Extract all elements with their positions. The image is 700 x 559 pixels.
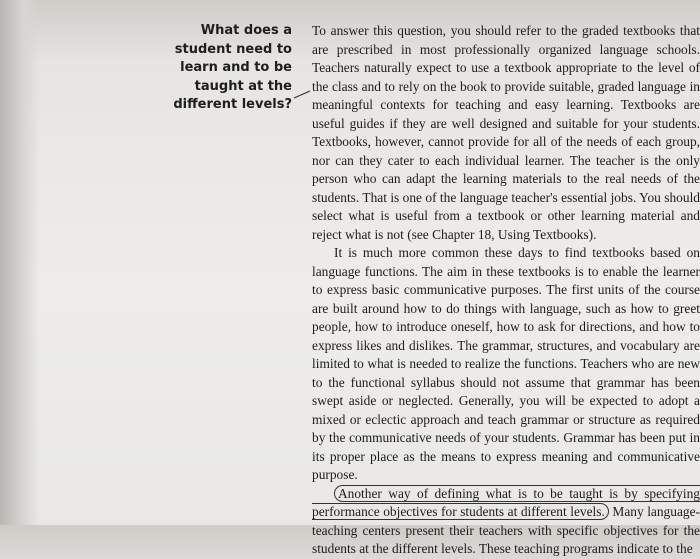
book-page [22, 0, 700, 556]
side-question-heading: What does a student need to learn and to be taught at the different levels? [173, 23, 292, 112]
paragraph-1: To answer this question, you should refer to the graded textbooks that are prescribed in most professionally organized language schools. Teachers naturally expect to use a textbook appropriate to the level of the class and to rely on the book to provide suitable, graded language in meaningful contexts for teaching and easy learning. Textbooks are useful guides if they are well designed and suitable for your students. Textbooks, however, cannot provide for all of the needs of each group, nor can they cater to each individual learner. The teacher is the only person who can adapt the learning materials to the real needs of the students. That is one of the language teacher's essential jobs. You should select what is useful from a textbook or other learning material and reject what is not (see Chapter 18, Using Textbooks). [312, 23, 700, 242]
paragraph-3-rest: Many language-teaching centers present their teachers with specific objectives for the students at the different levels. These teaching programs indicate to the [312, 504, 700, 556]
pen-tick-mark [292, 88, 312, 102]
paragraph-3 [312, 485, 700, 559]
body-text [312, 22, 700, 559]
circled-sentence: Another way of defining what is to be taught is by specifying performance objectives for students at different levels. [312, 485, 700, 519]
paragraph-2: It is much more common these days to find textbooks based on language functions. The aim in these textbooks is to enable the learner to express basic communicative purposes. The first units of the course are built around how to do things with language, such as how to greet people, how to introduce oneself, how to ask for directions, and how to express likes and dislikes. The grammar, structures, and vocabulary are limited to what is needed to realize the functions. Teachers who are new to the functional syllabus should not assume that grammar has been swept aside or neglected. Generally, you will be expected to adopt a mixed or eclectic approach and teach grammar or structure as required by the communicative needs of your students. Grammar has been put in its proper place as the means to express meaning and communicative purpose. [312, 245, 700, 482]
